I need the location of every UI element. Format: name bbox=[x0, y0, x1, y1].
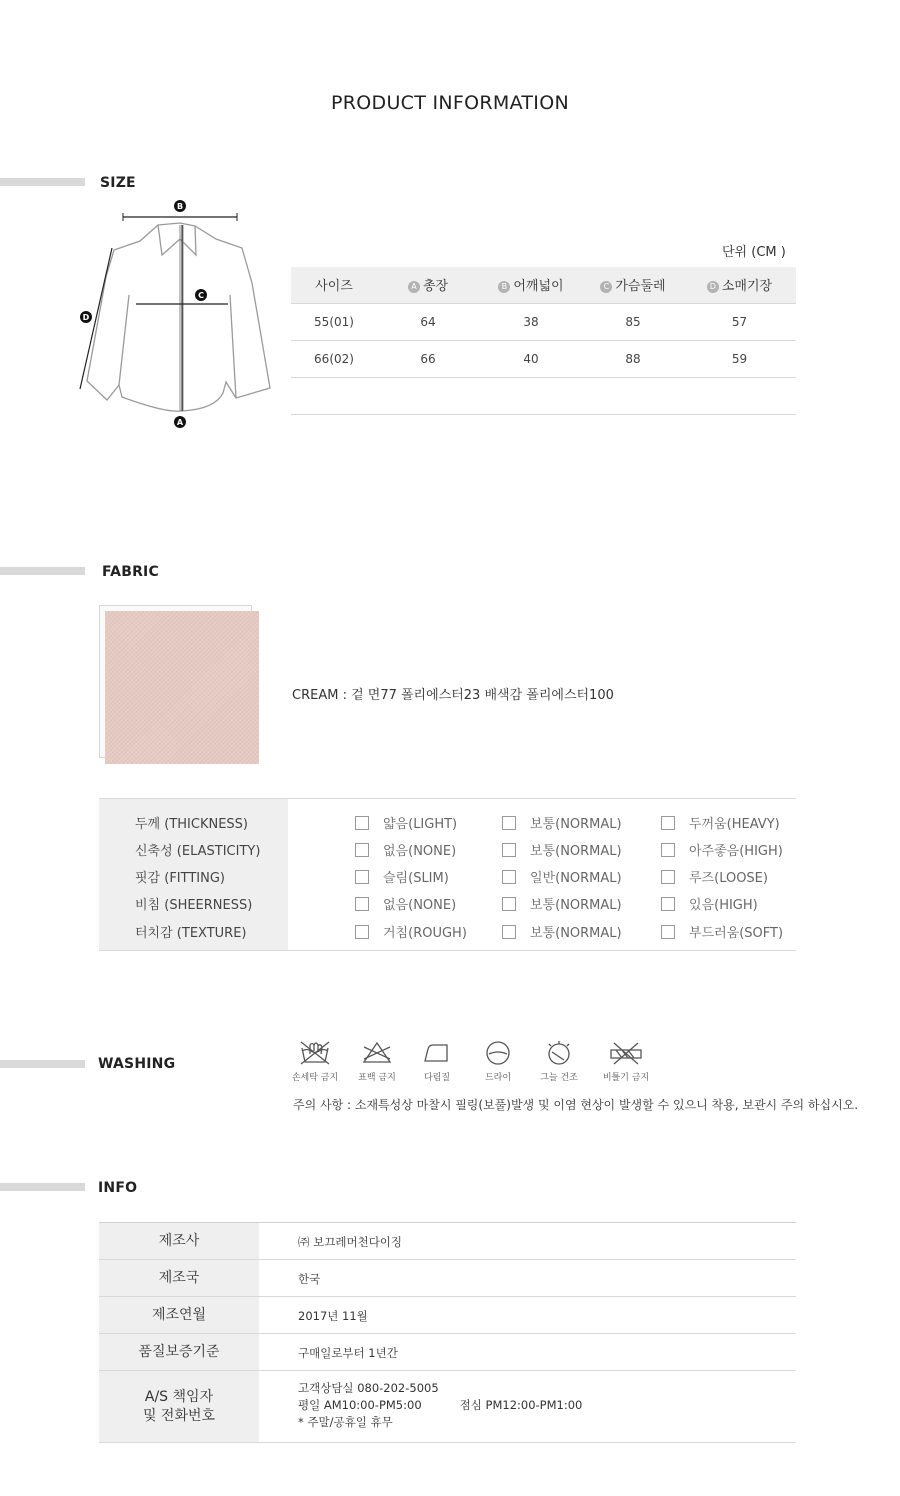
option-normal[interactable]: 일반(NORMAL) bbox=[502, 867, 622, 886]
option-normal[interactable]: 보통(NORMAL) bbox=[502, 894, 622, 913]
property-row-texture: 터치감 (TEXTURE) 거침(ROUGH) 보통(NORMAL) 부드러움(SOFT) bbox=[99, 922, 796, 942]
section-title-washing: WASHING bbox=[98, 1056, 176, 1072]
checkbox[interactable] bbox=[355, 925, 369, 939]
marker-a: A bbox=[176, 418, 184, 427]
info-row-manufacturer: 제조사 ㈜ 보끄레머천다이징 bbox=[99, 1223, 796, 1260]
checkbox[interactable] bbox=[661, 897, 675, 911]
header-length: A 총장 bbox=[377, 267, 479, 303]
iron-icon: 다림질 bbox=[407, 1040, 467, 1083]
size-table-header bbox=[291, 267, 796, 303]
checkbox[interactable] bbox=[502, 897, 516, 911]
property-row-thickness: 두께 (THICKNESS) 얇음(LIGHT) 보통(NORMAL) 두꺼움(HEAVY) bbox=[99, 813, 796, 833]
dry-clean-icon: 드라이 bbox=[468, 1040, 528, 1083]
option-none[interactable]: 없음(NONE) bbox=[355, 840, 456, 859]
washing-caution-note: 주의 사항 : 소재특성상 마찰시 필링(보풀)발생 및 이염 현상이 발생할 수 있으니 착용, 보관시 주의 하십시오. bbox=[293, 1098, 859, 1112]
fabric-properties-table bbox=[99, 798, 796, 951]
size-table bbox=[291, 267, 796, 415]
bleach-prohibited-icon: 표백 금지 bbox=[347, 1040, 407, 1083]
option-loose[interactable]: 루즈(LOOSE) bbox=[661, 867, 768, 886]
property-row-fitting: 핏감 (FITTING) 슬림(SLIM) 일반(NORMAL) 루즈(LOOSE) bbox=[99, 867, 796, 887]
header-chest: C 가슴둘레 bbox=[583, 267, 683, 303]
page-title: PRODUCT INFORMATION bbox=[331, 92, 569, 114]
as-lunch-hours: 점심 PM12:00-PM1:00 bbox=[459, 1398, 583, 1412]
checkbox[interactable] bbox=[355, 870, 369, 884]
option-normal[interactable]: 보통(NORMAL) bbox=[502, 922, 622, 941]
checkbox[interactable] bbox=[502, 925, 516, 939]
info-row-country: 제조국 한국 bbox=[99, 1260, 796, 1297]
section-bar-fabric bbox=[0, 567, 85, 575]
option-normal[interactable]: 보통(NORMAL) bbox=[502, 813, 622, 832]
hand-wash-prohibited-icon: 손세탁 금지 bbox=[285, 1040, 345, 1083]
checkbox[interactable] bbox=[355, 843, 369, 857]
section-title-size: SIZE bbox=[100, 175, 136, 191]
checkbox[interactable] bbox=[661, 870, 675, 884]
as-phone: 고객상담실 080-202-5005 bbox=[298, 1381, 439, 1395]
marker-c-icon: C bbox=[600, 281, 612, 293]
header-shoulder: B 어깨넓이 bbox=[479, 267, 583, 303]
section-title-info: INFO bbox=[98, 1180, 138, 1196]
table-row-empty bbox=[291, 377, 796, 414]
info-table bbox=[99, 1222, 796, 1443]
shirt-size-diagram bbox=[70, 195, 290, 435]
option-soft[interactable]: 부드러움(SOFT) bbox=[661, 922, 783, 941]
section-bar-washing bbox=[0, 1060, 85, 1068]
property-row-sheerness: 비침 (SHEERNESS) 없음(NONE) 보통(NORMAL) 있음(HIGH) bbox=[99, 894, 796, 914]
fabric-description: CREAM : 겉 면77 폴리에스터23 배색감 폴리에스터100 bbox=[292, 688, 614, 703]
as-weekday-hours: 평일 AM10:00-PM5:00 bbox=[298, 1398, 422, 1412]
info-row-as-contact: A/S 책임자 및 전화번호 고객상담실 080-202-5005 평일 AM10:00-PM5:00 점심 PM12:00-PM1:00 * 주말/공휴일 휴무 bbox=[99, 1371, 796, 1443]
section-bar-size bbox=[0, 178, 85, 186]
header-sleeve: D 소매기장 bbox=[683, 267, 796, 303]
marker-d-icon: D bbox=[707, 281, 719, 293]
option-none[interactable]: 없음(NONE) bbox=[355, 894, 456, 913]
marker-c: C bbox=[198, 291, 204, 300]
marker-d: D bbox=[82, 313, 90, 322]
option-normal[interactable]: 보통(NORMAL) bbox=[502, 840, 622, 859]
marker-b: B bbox=[176, 202, 184, 211]
checkbox[interactable] bbox=[661, 925, 675, 939]
info-row-warranty: 품질보증기준 구매일로부터 1년간 bbox=[99, 1334, 796, 1371]
checkbox[interactable] bbox=[661, 843, 675, 857]
unit-label: 단위 (CM ) bbox=[722, 245, 786, 260]
section-bar-info bbox=[0, 1183, 85, 1191]
checkbox[interactable] bbox=[502, 816, 516, 830]
section-title-fabric: FABRIC bbox=[102, 564, 159, 580]
info-row-date: 제조연월 2017년 11월 bbox=[99, 1297, 796, 1334]
checkbox[interactable] bbox=[502, 870, 516, 884]
option-high[interactable]: 있음(HIGH) bbox=[661, 894, 758, 913]
checkbox[interactable] bbox=[355, 897, 369, 911]
fabric-swatch bbox=[105, 611, 259, 764]
table-row: 66(02) 66 40 88 59 bbox=[291, 340, 796, 377]
checkbox[interactable] bbox=[661, 816, 675, 830]
marker-a-icon: A bbox=[408, 281, 420, 293]
option-heavy[interactable]: 두꺼움(HEAVY) bbox=[661, 813, 780, 832]
property-row-elasticity: 신축성 (ELASTICITY) 없음(NONE) 보통(NORMAL) 아주좋음(HIGH) bbox=[99, 840, 796, 860]
header-size: 사이즈 bbox=[291, 267, 377, 303]
option-rough[interactable]: 거침(ROUGH) bbox=[355, 922, 467, 941]
table-row: 55(01) 64 38 85 57 bbox=[291, 303, 796, 340]
marker-b-icon: B bbox=[498, 281, 510, 293]
checkbox[interactable] bbox=[502, 843, 516, 857]
option-slim[interactable]: 슬림(SLIM) bbox=[355, 867, 449, 886]
as-holiday: * 주말/공휴일 휴무 bbox=[298, 1415, 393, 1429]
wring-prohibited-icon: 비틀기 금지 bbox=[596, 1040, 656, 1083]
shade-dry-icon: 그늘 건조 bbox=[529, 1040, 589, 1083]
checkbox[interactable] bbox=[355, 816, 369, 830]
option-light[interactable]: 얇음(LIGHT) bbox=[355, 813, 457, 832]
option-high[interactable]: 아주좋음(HIGH) bbox=[661, 840, 783, 859]
